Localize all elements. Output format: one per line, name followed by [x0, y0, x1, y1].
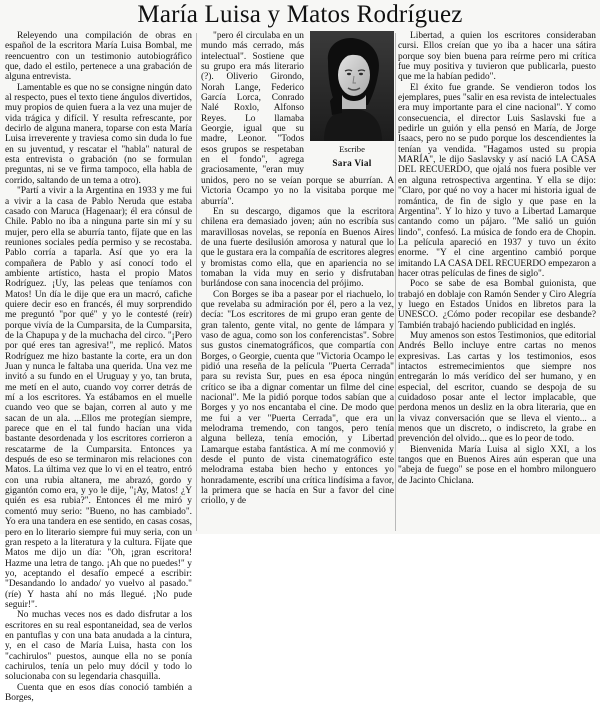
article-column-3	[398, 31, 596, 534]
article-paragraph: Lamentable es que no se consigne ningún dato al respecto, pues el texto tiene ángulos divertidos, muy propios de quien fuera a la vez una mujer de vida trágica y difícil. Y resulta refrescante, por decirlo de alguna manera, toparse con esta María Luisa irreverente y traviesa como sin duda lo fue en su juventud, y rescatar el "habla" natural de esta entrevista o grabación (no se formulan preguntas, ni se ve firma tampoco, ella habla de corrido, saltando de un tema a otro).	[5, 82, 192, 186]
article-paragraph: El éxito fue grande. Se vendieron todos los ejemplares, pues "salir en esa revista de intelectuales era muy importante para el cine nacional". Y como consecuencia, el director Luis Saslavski fue a pedirle un guión y ella pensó en María, de Jorge Isaacs, pero no se pudo porque los descendientes la tenían ya vendida. "Hagamos usted su propia MARÍA", le dijo Saslavsky y así nació LA CASA DEL RECUERDO, que ojalá nos fuera posible ver en alguna retrospectiva argentina. Y ella se dijo: "Claro, por qué no voy a hacer mi historia igual de romántica, de fin de siglo y que pase en la Argentina". Y lo hizo y tuvo a Libertad Lamarque cantando como un pájaro. "Me salió un guión lindo", confesó. La música de fondo era de Chopin. La película apareció en 1937 y tuvo un éxito enorme. "Y el cine argentino cambió porque imitando LA CASA DEL RECUERDO empezaron a hacer otras películas de fines de siglo".	[398, 82, 597, 279]
byline-author: Sara Vial	[332, 157, 372, 168]
article-paragraph: Libertad, a quien los escritores consideraban cursi. Ellos creían que yo iba a hacer una sátira porque soy bien buena para reírme pero mi crítica fue muy positiva y tuvieron que publicarla, puesto que me la habían pedido".	[398, 31, 596, 83]
column-divider	[395, 33, 396, 531]
article-paragraph: "Partí a vivir a la Argentina en 1933 y me fui a vivir a la casa de Pablo Neruda que estaba casado con Maruca (Hagenaar); él era cónsul de Chile. Pablo no iba a ninguna parte sin mí y su mujer, pero ella se aburría tanto, fíjate que en las reuniones sociales pedía permiso y se recostaba. Pablo corría a taparla. Así que yo era la compañera de Pablo y así conocí todo el ambiente artístico, hasta el propio Matos Rodríguez. ¡Uy, las peleas que teníamos con Matos! Un día le dije que era un macró, cafiche quiere decir eso en francés, él muy sorprendido me preguntó "por qué" y yo le contesté (reír) porque vivía de la Cumparsita, de la Cumparsita, de la Chapupa y de la muchacha del circo. "¡Pero por qué eres tan agresiva!", me replicó. Matos Rodríguez me hizo bastante la corte, era un don Juan y nunca le faltaba una querida. Una vez me invitó a su fundo en el Uruguay y yo, tan bruta, me metí en el auto, cuando voy correr detrás de mí a los escritores. Ya estábamos en el muelle cuando veo que se bajan, corren al auto y me sacan de un ala. ...Ellos me protegían siempre, parece que en el tal fundo hacían una vida bastante desordenada y los escritores corrieron a rescatarme de la Cumparsita. Entonces ya después de eso se terminaron mis relaciones con Matos. La última vez que lo vi en el teatro, entró con una rubia altanera, me abrazó, gordo y gigantón como era, y yo le dije, "¡Ay, Matos! ¿Y quién es esa rubia?". Entonces él me miró y comentó muy serio: "Bueno, no has cambiado". Yo era una tandera en ese sentido, en casas cosas, pero en lo literario siempre fui muy seria, con un gran respeto a la literatura y la cultura. Fíjate que Matos me dijo un día: "Oh, ¡gran escritora! Hazme una letra de tango. ¡Ah que no puedes!" y yo, aceptando el desafío empecé a escribir: "Desandando lo andado/ yo vuelvo al pasado." (ríe) Y hasta ahí no más llegué. ¡No pude seguir!".	[5, 186, 192, 610]
author-photo-box	[310, 31, 394, 171]
article-title: María Luisa y Matos Rodríguez	[137, 1, 463, 28]
article-paragraph: No muchas veces nos es dado disfrutar a los escritores en su real espontaneidad, sea de verlos en pantuflas y con una bata anudada a la cintura, y, en el caso de María Luisa, hasta con los "cachirulos" puestos, aunque ella no se ponía cachirulos, tenía un pelo muy dócil y todo lo solucionaba con su legendaria chasquilla.	[5, 610, 192, 683]
article-column-1	[5, 31, 192, 703]
article-paragraph: Bienvenida María Luisa al siglo XXI, a los tangos que en Buenos Aires aún esperan que una "abeja de fuego" se pose en el hombro milonguero de Jacinto Chiclana.	[398, 444, 596, 486]
byline-label: Escribe	[339, 144, 365, 154]
article-paragraph: Releyendo una compilación de obras en español de la escritora María Luisa Bombal, me reencuentro con un testimonio autobiográfico que, dado el estilo, pertenece a una grabación de alguna entrevista.	[5, 31, 192, 83]
article-paragraph: Cuenta que en esos días conoció también a Borges,	[5, 682, 192, 703]
article-paragraph: Poco se sabe de esa Bombal guionista, que trabajó en doblaje con Ramón Sender y Ciro Alegría y luego en Estados Unidos en libretos para la UNESCO. ¿Cómo poder recopilar ese desbande? También trabajó haciendo publicidad en inglés.	[398, 279, 596, 331]
article-paragraph: En su descargo, digamos que la escritora chilena era demasiado joven; aún no escribía sus maravillosas novelas, se reponía en Buenos Aires de una fuerte desilusión amorosa y natural que lo que le gustara era la compañía de escritores alegres y bromistas como ella, que en apariencia no se tomaban la vida muy en serio y disfrutaban burlándose con sana inocencia del prójimo.	[201, 206, 394, 290]
article-paragraph: Con Borges se iba a pasear por el riachuelo, lo que revelaba su admiración por él, pero a la vez, decía: "Los escritores de mi grupo eran gente de gran talento, gente vital, no gente de lámpara y vaso de agua, como son los conferencistas". Sobre sus gustos cinematográficos, que compartía con Borges, o Georgie, cuenta que "Victoria Ocampo le pidió una reseña de la película "Puerta Cerrada" para su revista Sur, pues en esa época ningún crítico se iba a dignar comentar un filme del cine nacional". Me la pidió porque todos sabían que a Borges y yo nos encantaba el cine. De modo que me fui a ver "Puerta Cerrada", que era un melodrama tremendo, con tangos, pero tenía alguna belleza, tenía emoción, y Libertad Lamarque estaba fantástica. A mí me conmovió y desde el punto de vista cinematográfico este melodrama estaba bien hecho y entonces yo honradamente, escribí una crítica lindísima a favor, la primera que se hacía en Sur a favor del cine criollo, y de	[201, 289, 394, 507]
article-paragraph: Muy amenos son estos Testimonios, que editorial Andrés Bello incluye entre cartas no menos expresivas. Las cartas y los testimonios, esos intactos estremecimientos que siempre nos entregarán lo más verídico del ser humano, y en especial, del escritor, cuando se despoja de su cuidadoso posar ante el lector implacable, que perdona menos un desliz en la obra literaria, que en la vivaz conversación que se lleva el viento... a menos que un discreto, o indiscreto, la grabe en prevención del olvido... que es lo peor de todo.	[398, 330, 596, 445]
portrait-photo	[310, 31, 394, 141]
article-paragraph: "pero él circulaba en un mundo más cerrado, más intelectual". Sostiene que su grupo era más literario (?). Oliverio Girondo, Norah Lange, Federico García Lorca, Conrado Nalé Roxlo, Alfonso Reyes. Lo llamaba Georgie, igual que su madre, Leonor. "Todos esos grupos se respetaban en el fondo", agrega graciosamente, "eran muy unidos, pero no se veían porque se aburrían. A Victoria Ocampo yo no la visitaba porque me aburría".	[201, 31, 394, 207]
column-divider	[196, 33, 197, 531]
article-column-2	[201, 31, 394, 534]
